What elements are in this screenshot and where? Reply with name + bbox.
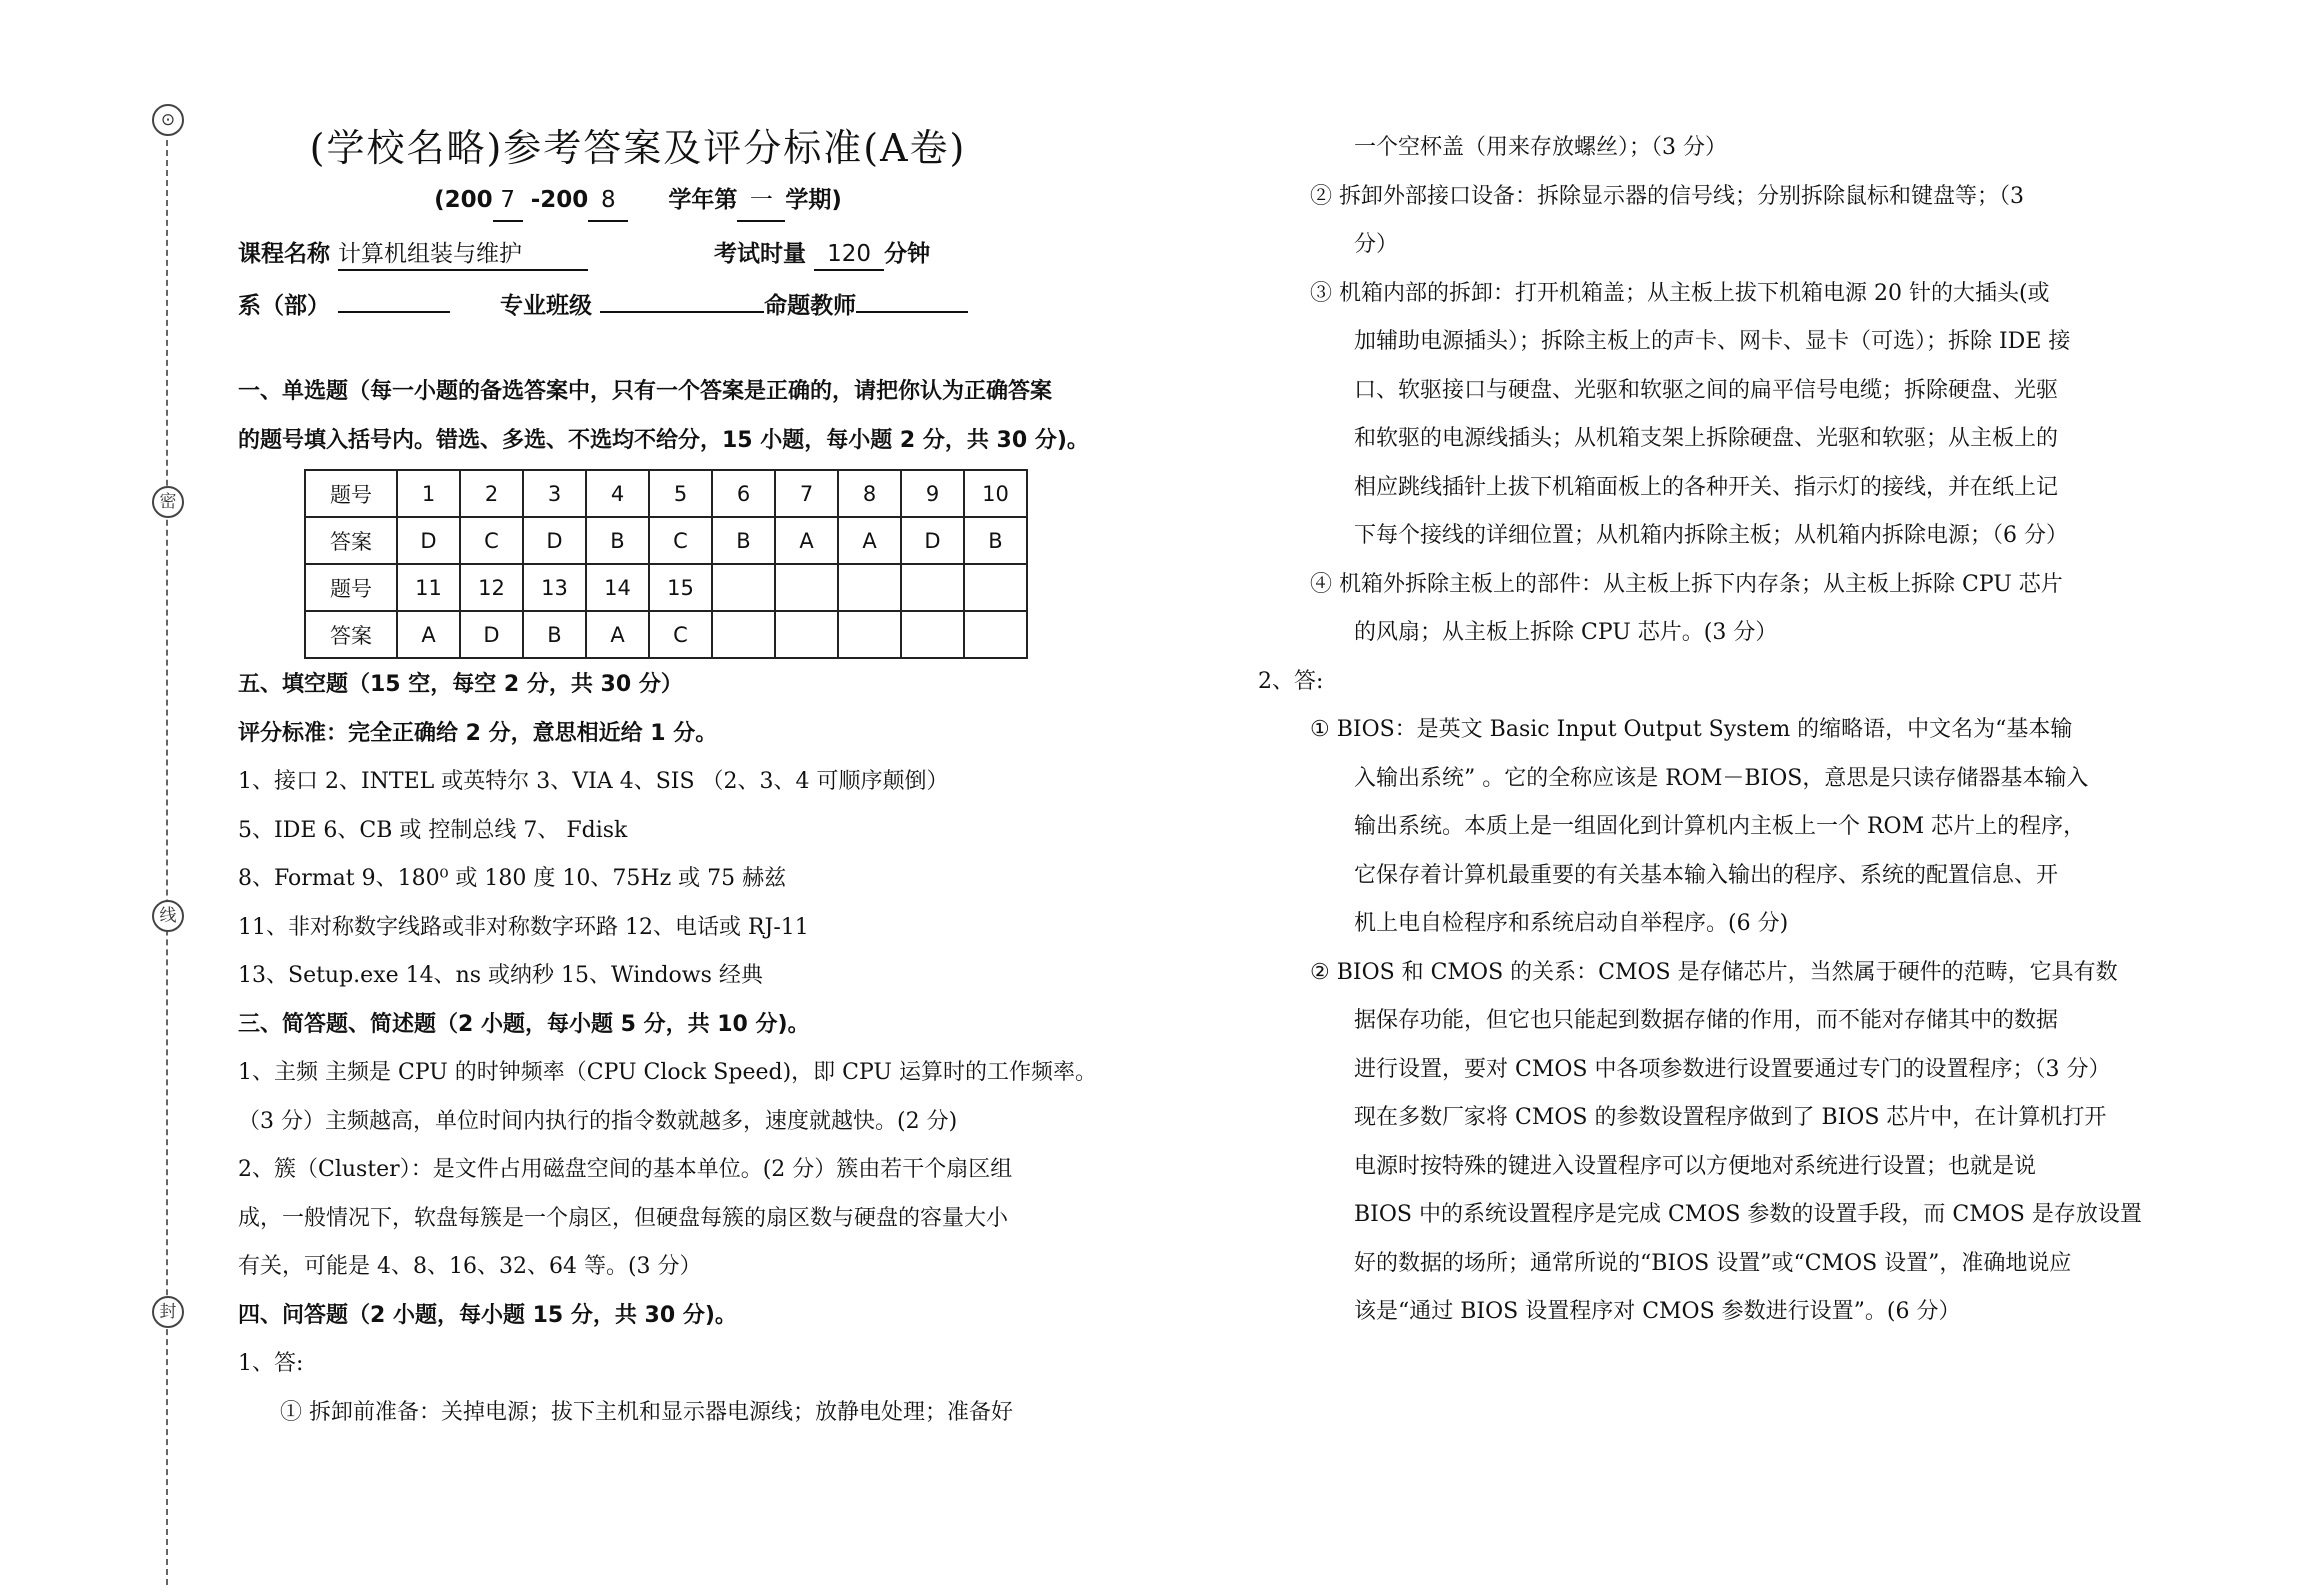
answer-table-cell <box>838 564 901 611</box>
answer-table-cell: B <box>586 517 649 564</box>
answer-text-line: 下每个接线的详细位置；从机箱内拆除主板；从机箱内拆除电源；（6 分） <box>1354 523 2068 548</box>
answer-text-line: 的风扇；从主板上拆除 CPU 芯片。(3 分） <box>1354 620 1778 645</box>
right-column <box>1258 124 2220 1337</box>
answer-text-line: 一个空杯盖（用来存放螺丝）；（3 分） <box>1354 135 1727 160</box>
teacher-label: 命题教师 <box>764 293 857 319</box>
q1-item1-line: ① 拆卸前准备：关掉电源；拔下主机和显示器电源线；放静电处理；准备好 <box>280 1399 1013 1425</box>
teacher-field <box>856 281 968 313</box>
answer-table-cell: 13 <box>523 564 586 611</box>
section1-heading-line1: 一、单选题（每一小题的备选答案中，只有一个答案是正确的，请把你认为正确答案 <box>238 379 1053 404</box>
answer-table-cell: A <box>775 517 838 564</box>
answer-table-row <box>305 564 1027 611</box>
answer-table-cell <box>712 564 775 611</box>
answer-table-body <box>305 470 1027 658</box>
short-answer-line: （3 分）主频越高，单位时间内执行的指令数就越多，速度就越快。(2 分) <box>238 1108 958 1134</box>
exam-time-value <box>814 239 884 271</box>
answer-table-cell: D <box>397 517 460 564</box>
answer-table-cell: D <box>901 517 964 564</box>
course-value <box>338 239 588 271</box>
binding-mark-feng: 封 <box>152 1296 184 1328</box>
answer-table-cell <box>775 611 838 658</box>
answer-text-line: ② BIOS 和 CMOS 的关系：CMOS 是存储芯片，当然属于硬件的范畴，它具有数 <box>1310 959 2118 985</box>
answer-table-row <box>305 611 1027 658</box>
answer-table-cell: A <box>586 611 649 658</box>
answer-text-line: 入输出系统” 。它的全称应该是 ROM－BIOS，意思是只读存储器基本输入 <box>1354 765 2089 791</box>
binding-dashed-line <box>166 110 168 1585</box>
answer-text-line: 相应跳线插针上拔下机箱面板上的各种开关、指示灯的接线，并在纸上记 <box>1354 474 2059 500</box>
answer-text-line: 好的数据的场所；通常所说的“BIOS 设置”或“CMOS 设置”，准确地说应 <box>1354 1250 2072 1276</box>
answer-table-cell: 6 <box>712 470 775 517</box>
answer-text-line: ④ 机箱外拆除主板上的部件：从主板上拆下内存条；从主板上拆除 CPU 芯片 <box>1310 571 2063 597</box>
answer-table-cell: 9 <box>901 470 964 517</box>
course-name: 计算机组装与维护 <box>338 241 523 267</box>
answer-table-cell: 14 <box>586 564 649 611</box>
fill-answer-line: 1、接口 2、INTEL 或英特尔 3、VIA 4、SIS （2、3、4 可顺序颠倒） <box>238 769 949 794</box>
answer-text-line: 分） <box>1354 232 1399 257</box>
answer-table-cell: A <box>838 517 901 564</box>
answer-text-line: BIOS 中的系统设置程序是完成 CMOS 参数的设置手段，而 CMOS 是存放设置 <box>1354 1202 2142 1227</box>
answer-table-row-header: 答案 <box>305 517 397 564</box>
answer-text-line: 它保存着计算机最重要的有关基本输入输出的程序、系统的配置信息、开 <box>1354 862 2059 888</box>
answer-text-line: ③ 机箱内部的拆卸：打开机箱盖；从主板上拔下机箱电源 20 针的大插头(或 <box>1310 280 2050 306</box>
q2-label: 2、答: <box>1258 668 1324 694</box>
answer-table <box>304 469 1028 659</box>
answer-table-cell: D <box>523 517 586 564</box>
answer-table-cell: 7 <box>775 470 838 517</box>
answer-table-cell: 12 <box>460 564 523 611</box>
answer-table-cell: B <box>712 517 775 564</box>
short-answer-line: 2、簇（Cluster）：是文件占用磁盘空间的基本单位。(2 分）簇由若干个扇区组 <box>238 1157 1013 1182</box>
answer-text-line: ② 拆卸外部接口设备：拆除显示器的信号线；分别拆除鼠标和键盘等；（3 <box>1310 183 2024 209</box>
answer-text-line: 该是“通过 BIOS 设置程序对 CMOS 参数进行设置”。(6 分） <box>1354 1299 1961 1324</box>
answer-table-cell: B <box>964 517 1027 564</box>
fill-answer-line: 11、非对称数字线路或非对称数字环路 12、电话或 RJ-11 <box>238 914 809 940</box>
left-column <box>238 120 1128 1437</box>
short-answer-line: 1、主频 主频是 CPU 的时钟频率（CPU Clock Speed)，即 CPU 运算时的工作频率。 <box>238 1060 1097 1085</box>
answer-table-row <box>305 470 1027 517</box>
exam-time-label: 考试时量 <box>714 241 807 267</box>
answer-table-cell: 3 <box>523 470 586 517</box>
binding-mark-mi: 密 <box>152 486 184 518</box>
section5-criteria: 评分标准：完全正确给 2 分，意思相近给 1 分。 <box>238 720 718 746</box>
year-a: 7 <box>493 180 523 222</box>
fill-answer-line: 5、IDE 6、CB 或 控制总线 7、 Fdisk <box>238 817 628 843</box>
term-value: 一 <box>737 180 785 222</box>
term-suffix: 学期) <box>785 187 842 213</box>
short-answer-line: 成，一般情况下，软盘每簇是一个扇区，但硬盘每簇的扇区数与硬盘的容量大小 <box>238 1205 1009 1231</box>
year-b: 8 <box>588 180 628 222</box>
dept-row <box>238 280 1128 332</box>
course-row <box>238 228 1128 280</box>
answer-table-cell: 2 <box>460 470 523 517</box>
answer-table-cell: A <box>397 611 460 658</box>
answer-table-cell: C <box>460 517 523 564</box>
page-title: (学校名略)参考答案及评分标准(A卷) <box>309 126 967 170</box>
dept-label: 系（部） <box>238 293 330 319</box>
answer-table-cell: C <box>649 517 712 564</box>
q1-label: 1、答: <box>238 1351 304 1376</box>
major-label: 专业班级 <box>500 293 593 319</box>
answer-text-line: 口、软驱接口与硬盘、光驱和软驱之间的扁平信号电缆；拆除硬盘、光驱 <box>1354 377 2059 403</box>
answer-text-line: 现在多数厂家将 CMOS 的参数设置程序做到了 BIOS 芯片中，在计算机打开 <box>1354 1105 2107 1130</box>
answer-table-cell <box>838 611 901 658</box>
answer-table-cell: 1 <box>397 470 460 517</box>
section5-heading: 五、填空题（15 空，每空 2 分，共 30 分） <box>238 672 683 697</box>
answer-table-cell: 5 <box>649 470 712 517</box>
answer-table-row-header: 题号 <box>305 470 397 517</box>
binding-circle-mark: ⊙ <box>152 104 184 136</box>
academic-year <box>198 180 1078 220</box>
answer-table-cell: D <box>460 611 523 658</box>
answer-table-cell: 11 <box>397 564 460 611</box>
answer-table-cell <box>964 564 1027 611</box>
answer-table-cell: C <box>649 611 712 658</box>
year-prefix: (200 <box>434 187 493 213</box>
answer-text-line: 加辅助电源插头）；拆除主板上的声卡、网卡、显卡（可选）；拆除 IDE 接 <box>1354 329 2071 354</box>
section4-heading: 四、问答题（2 小题，每小题 15 分，共 30 分)。 <box>238 1302 737 1328</box>
answer-text-line: ① BIOS：是英文 Basic Input Output System 的缩略语，中文名为“基本输 <box>1310 717 2073 742</box>
answer-table-row <box>305 517 1027 564</box>
answer-table-row-header: 题号 <box>305 564 397 611</box>
answer-table-cell: 15 <box>649 564 712 611</box>
year-dash: -200 <box>522 187 589 213</box>
answer-table-cell <box>775 564 838 611</box>
course-label: 课程名称 <box>238 241 330 267</box>
exam-time-number: 120 <box>827 241 872 267</box>
section1-heading-line2: 的题号填入括号内。错选、多选、不选均不给分，15 小题，每小题 2 分，共 30 分)。 <box>238 427 1089 453</box>
major-field <box>600 281 764 313</box>
answer-text-line: 和软驱的电源线插头；从机箱支架上拆除硬盘、光驱和软驱；从主板上的 <box>1354 426 2059 451</box>
year-suffix: 学年第 <box>668 187 738 213</box>
answer-table-cell: 8 <box>838 470 901 517</box>
fill-answer-line: 13、Setup.exe 14、ns 或纳秒 15、Windows 经典 <box>238 963 763 988</box>
answer-text-line: 据保存功能，但它也只能起到数据存储的作用，而不能对存储其中的数据 <box>1354 1008 2059 1033</box>
answer-table-cell: 10 <box>964 470 1027 517</box>
section3-heading: 三、简答题、简述题（2 小题，每小题 5 分，共 10 分)。 <box>238 1011 810 1037</box>
answer-table-cell: 4 <box>586 470 649 517</box>
answer-text-line: 进行设置，要对 CMOS 中各项参数进行设置要通过专门的设置程序；（3 分） <box>1354 1056 2111 1082</box>
answer-text-line: 电源时按特殊的键进入设置程序可以方便地对系统进行设置；也就是说 <box>1354 1153 2037 1179</box>
binding-mark-xian: 线 <box>152 900 184 932</box>
exam-time-unit: 分钟 <box>884 241 931 267</box>
short-answer-line: 有关，可能是 4、8、16、32、64 等。(3 分） <box>238 1254 702 1279</box>
answer-table-row-header: 答案 <box>305 611 397 658</box>
answer-text-line: 机上电自检程序和系统启动自举程序。(6 分) <box>1354 911 1789 936</box>
answer-table-cell <box>712 611 775 658</box>
answer-table-cell <box>964 611 1027 658</box>
fill-answer-line: 8、Format 9、180⁰ 或 180 度 10、75Hz 或 75 赫兹 <box>238 866 787 891</box>
answer-table-cell: B <box>523 611 586 658</box>
dept-field <box>338 281 450 313</box>
answer-table-cell <box>901 611 964 658</box>
answer-text-line: 输出系统。本质上是一组固化到计算机内主板上一个 ROM 芯片上的程序， <box>1354 814 2086 839</box>
answer-table-cell <box>901 564 964 611</box>
